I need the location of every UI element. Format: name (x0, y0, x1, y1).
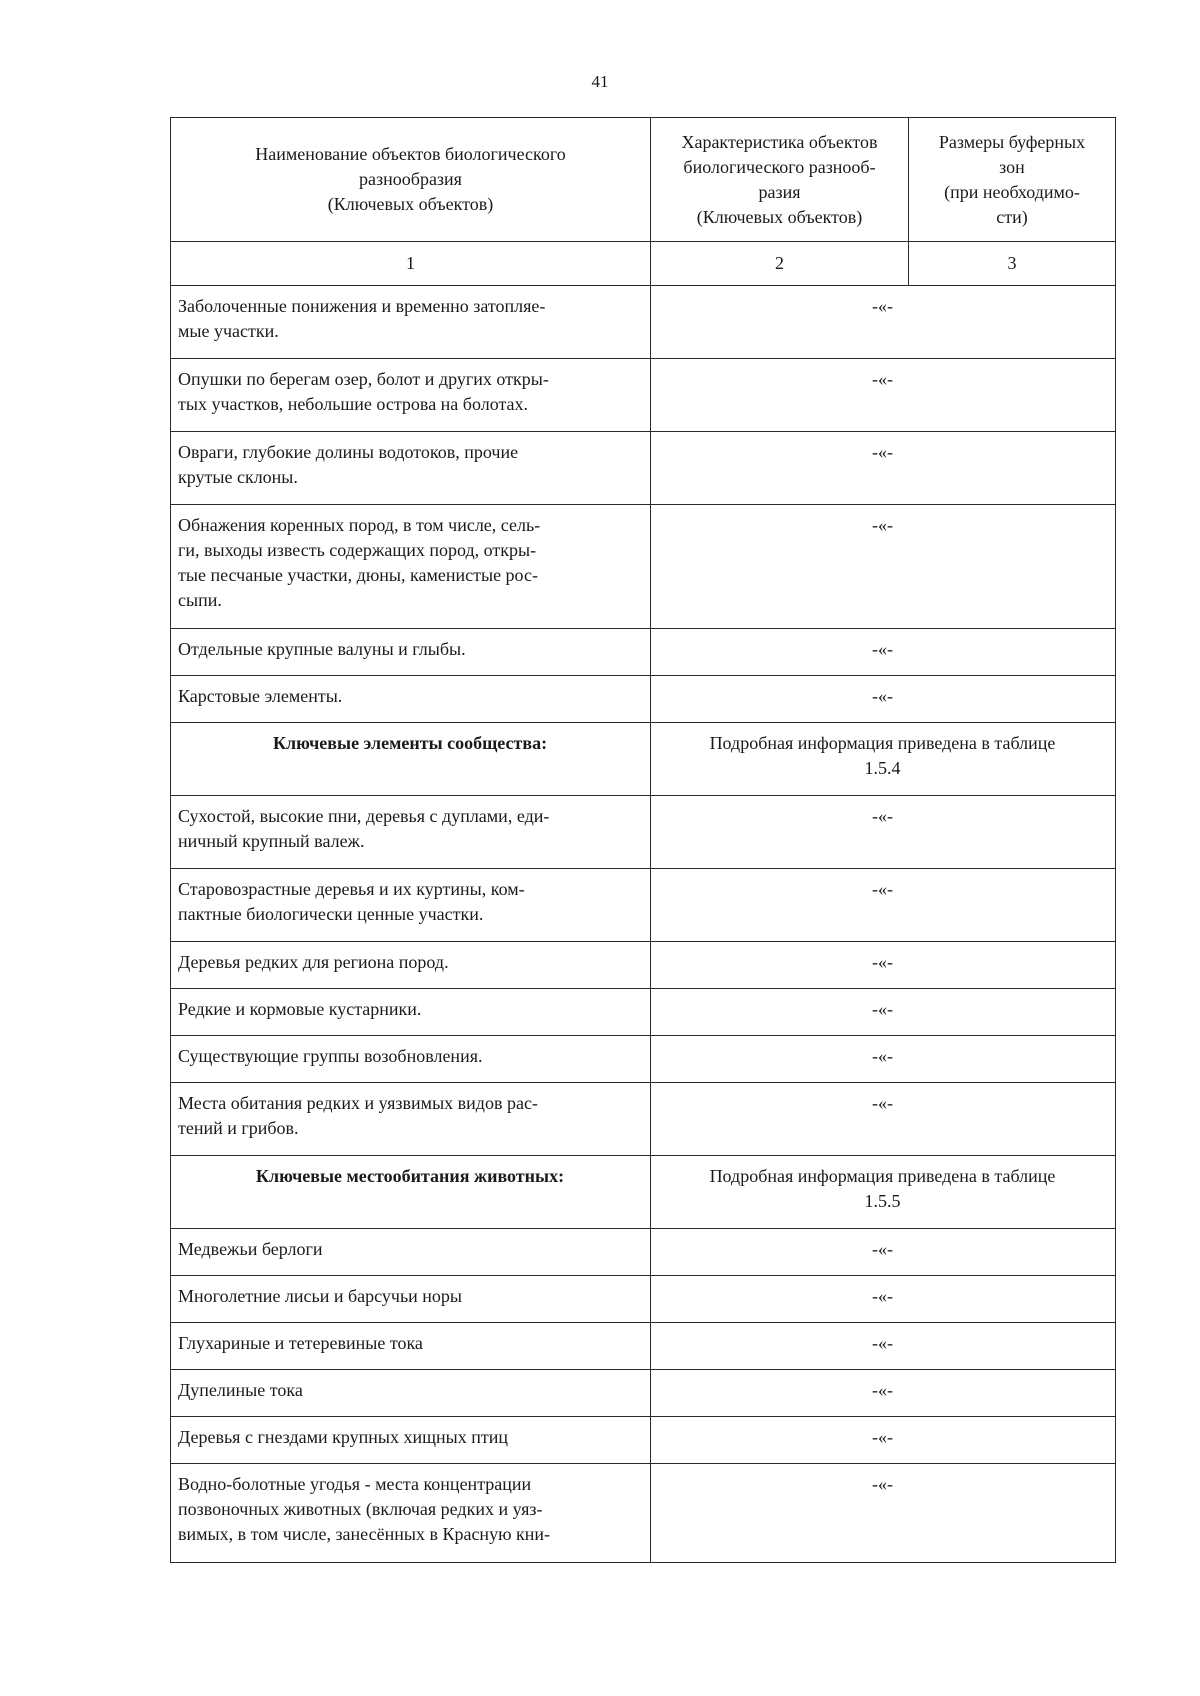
text-line: Размеры буферных (938, 131, 1086, 152)
text-line: Водно-болотные угодья - места концентрации (178, 1474, 532, 1494)
table-row (171, 1276, 1116, 1323)
text-line: (при необходимо- (944, 181, 1080, 202)
ditto-mark: -«- (651, 629, 1116, 676)
column-number: 1 (171, 242, 651, 286)
table-row (171, 1229, 1116, 1276)
table-row (171, 676, 1116, 723)
biodiversity-table (170, 117, 1116, 1563)
object-name (171, 869, 651, 942)
object-name (171, 1417, 651, 1464)
text-line: Места обитания редких и уязвимых видов рас- (178, 1093, 538, 1113)
text-line: сыпи. (178, 590, 222, 610)
object-name (171, 1229, 651, 1276)
table-row (171, 629, 1116, 676)
table-row (171, 989, 1116, 1036)
table-row (171, 359, 1116, 432)
text-line: разия (758, 181, 801, 202)
section-note (651, 723, 1116, 796)
table-row (171, 1464, 1116, 1563)
text-line: (Ключевых объектов) (327, 194, 494, 214)
ditto-mark: -«- (651, 1370, 1116, 1417)
object-name (171, 1036, 651, 1083)
object-name (171, 1083, 651, 1156)
text-line: Деревья с гнездами крупных хищных птиц (178, 1427, 508, 1447)
column-number: 3 (909, 242, 1116, 286)
column-number: 2 (651, 242, 909, 286)
text-line: сти) (996, 206, 1028, 227)
section-title (171, 1156, 651, 1229)
ditto-mark: -«- (651, 359, 1116, 432)
text-line: Заболоченные понижения и временно затопляе- (178, 296, 546, 316)
text-line: Ключевые местообитания животных: (255, 1166, 565, 1186)
text-line: Дупелиные тока (178, 1380, 303, 1400)
text-line: Существующие группы возобновления. (178, 1046, 483, 1066)
header-cell-characteristic (651, 118, 909, 242)
table-row (171, 286, 1116, 359)
text-line: Старовозрастные деревья и их куртины, ком- (178, 879, 525, 899)
ditto-mark: -«- (651, 1276, 1116, 1323)
table-row (171, 505, 1116, 629)
table-row (171, 942, 1116, 989)
text-line: ничный крупный валеж. (178, 831, 365, 851)
text-line: вимых, в том числе, занесённых в Красную кни- (178, 1524, 551, 1544)
object-name (171, 676, 651, 723)
table-row (171, 1083, 1116, 1156)
text-line: (Ключевых объектов) (696, 206, 863, 227)
text-line: Характеристика объектов (681, 131, 878, 152)
ditto-mark: -«- (651, 942, 1116, 989)
text-line: тений и грибов. (178, 1118, 299, 1138)
page-number: 41 (591, 72, 609, 91)
table-row (171, 432, 1116, 505)
text-line: Овраги, глубокие долины водотоков, прочие (178, 442, 519, 462)
object-name (171, 286, 651, 359)
text-line: Подробная информация приведена в таблице (709, 1166, 1056, 1186)
text-line: Многолетние лисьи и барсучьи норы (178, 1286, 463, 1306)
ditto-mark: -«- (651, 1229, 1116, 1276)
ditto-mark: -«- (651, 505, 1116, 629)
text-line: тых участков, небольшие острова на болотах. (178, 394, 529, 414)
text-line: Деревья редких для региона пород. (178, 952, 449, 972)
text-line: Медвежьи берлоги (178, 1239, 323, 1259)
text-line: Глухариные и тетеревиные тока (178, 1333, 423, 1353)
ditto-mark: -«- (651, 286, 1116, 359)
text-line: Карстовые элементы. (178, 686, 343, 706)
section-row (171, 1156, 1116, 1229)
text-line: 1.5.5 (864, 1191, 901, 1211)
column-numbers-row (171, 242, 1116, 286)
ditto-mark: -«- (651, 1417, 1116, 1464)
table-row (171, 796, 1116, 869)
object-name (171, 432, 651, 505)
object-name (171, 1370, 651, 1417)
table-row (171, 1370, 1116, 1417)
text-line: Обнажения коренных пород, в том числе, сель- (178, 515, 541, 535)
header-cell-buffer-zone (909, 118, 1116, 242)
object-name (171, 1323, 651, 1370)
header-cell-name (171, 118, 651, 242)
text-line: Редкие и кормовые кустарники. (178, 999, 422, 1019)
section-row (171, 723, 1116, 796)
text-line: тые песчаные участки, дюны, каменистые рос- (178, 565, 538, 585)
ditto-mark: -«- (651, 1083, 1116, 1156)
text-line: Ключевые элементы сообщества: (272, 733, 548, 753)
table-row (171, 1417, 1116, 1464)
object-name (171, 989, 651, 1036)
ditto-mark: -«- (651, 796, 1116, 869)
ditto-mark: -«- (651, 676, 1116, 723)
ditto-mark: -«- (651, 1036, 1116, 1083)
table-row (171, 1323, 1116, 1370)
object-name (171, 359, 651, 432)
text-line: разнообразия (359, 169, 462, 189)
section-title (171, 723, 651, 796)
text-line: зон (999, 156, 1025, 177)
object-name (171, 796, 651, 869)
text-line: пактные биологически ценные участки. (178, 904, 484, 924)
table-row (171, 1036, 1116, 1083)
ditto-mark: -«- (651, 869, 1116, 942)
text-line: Отдельные крупные валуны и глыбы. (178, 639, 466, 659)
object-name (171, 942, 651, 989)
ditto-mark: -«- (651, 432, 1116, 505)
text-line: Опушки по берегам озер, болот и других откры- (178, 369, 549, 389)
object-name (171, 1276, 651, 1323)
text-line: ги, выходы известь содержащих пород, откры- (178, 540, 537, 560)
object-name (171, 1464, 651, 1563)
object-name (171, 505, 651, 629)
ditto-mark: -«- (651, 1464, 1116, 1563)
text-line: Наименование объектов биологического (255, 144, 566, 164)
table-header-row (171, 118, 1116, 242)
ditto-mark: -«- (651, 1323, 1116, 1370)
text-line: 1.5.4 (864, 758, 901, 778)
section-note (651, 1156, 1116, 1229)
text-line: позвоночных животных (включая редких и уяз- (178, 1499, 543, 1519)
table-row (171, 869, 1116, 942)
ditto-mark: -«- (651, 989, 1116, 1036)
text-line: мые участки. (178, 321, 279, 341)
text-line: биологического разнооб- (683, 156, 876, 177)
text-line: Сухостой, высокие пни, деревья с дуплами, еди- (178, 806, 550, 826)
text-line: Подробная информация приведена в таблице (709, 733, 1056, 753)
text-line: крутые склоны. (178, 467, 298, 487)
object-name (171, 629, 651, 676)
